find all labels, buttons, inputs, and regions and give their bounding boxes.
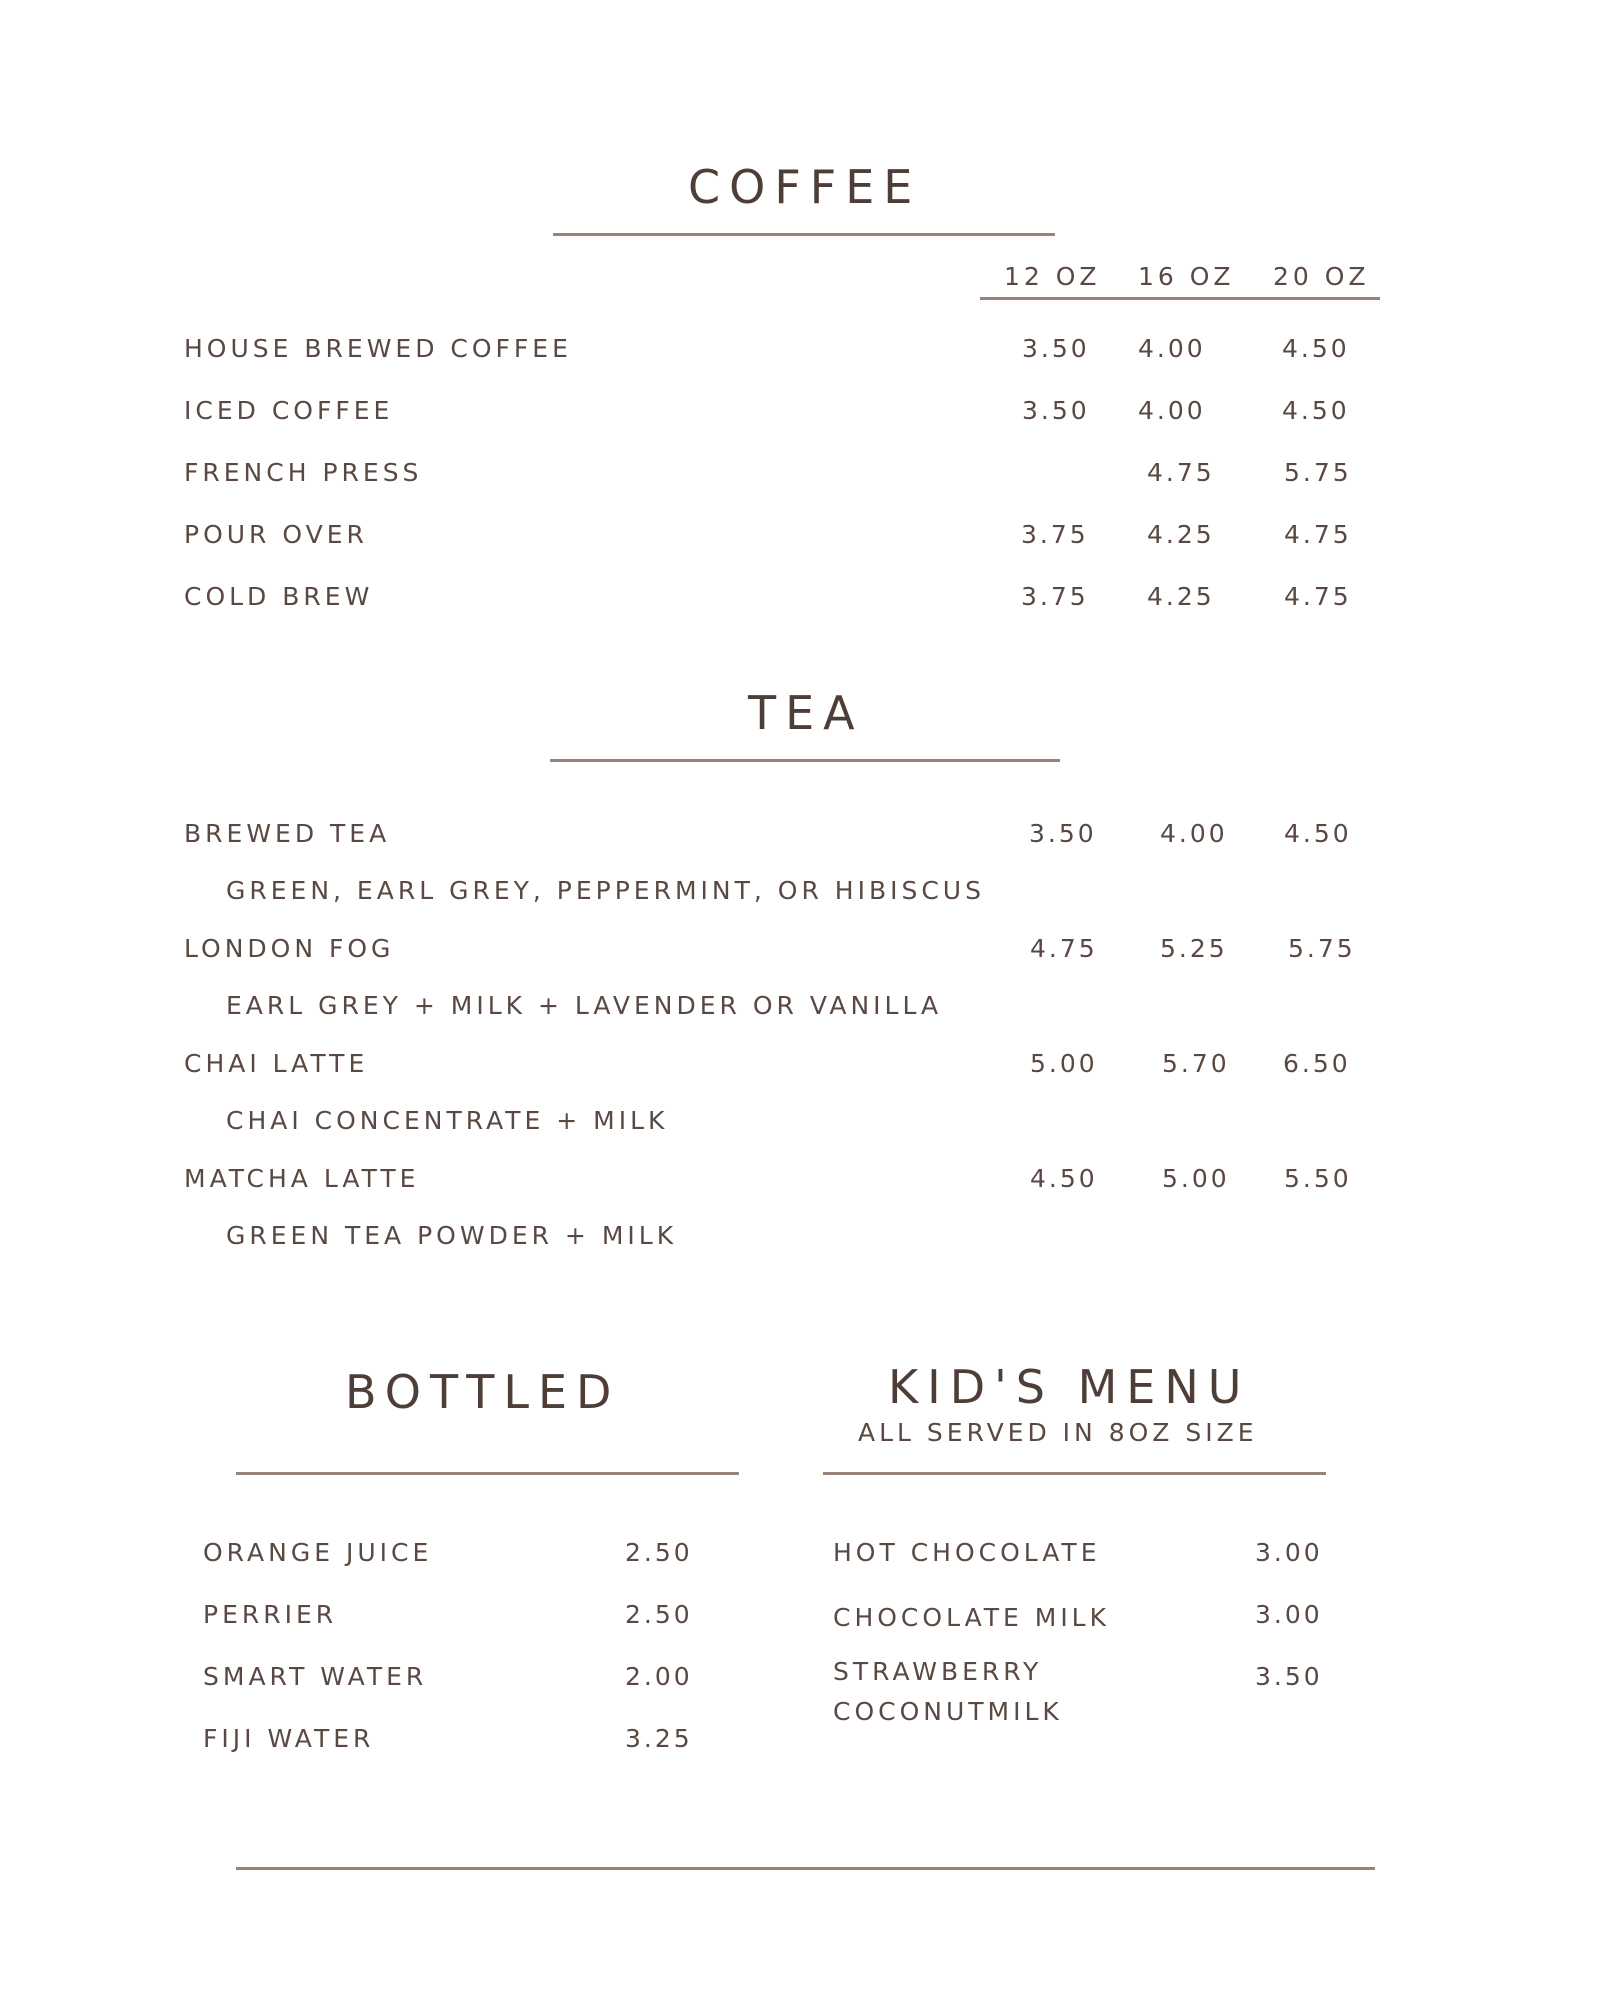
menu-item-description: EARL GREY + MILK + LAVENDER OR VANILLA — [226, 991, 943, 1020]
menu-item-description: CHAI CONCENTRATE + MILK — [226, 1106, 669, 1135]
menu-item-price: 3.75 — [1021, 520, 1089, 549]
menu-item-name: LONDON FOG — [184, 934, 395, 963]
menu-item-price: 5.75 — [1288, 934, 1356, 963]
bottled-title: BOTTLED — [345, 1365, 621, 1419]
menu-item-price: 5.25 — [1160, 934, 1228, 963]
menu-item-price: 4.75 — [1284, 582, 1352, 611]
menu-item-name: HOT CHOCOLATE — [833, 1538, 1101, 1567]
menu-item-price: 5.75 — [1284, 458, 1352, 487]
menu-item-name: FIJI WATER — [203, 1724, 375, 1753]
menu-item-price: 6.50 — [1283, 1049, 1351, 1078]
menu-item-name: SMART WATER — [203, 1662, 428, 1691]
menu-item-price: 3.00 — [1255, 1538, 1323, 1567]
menu-item-name: BREWED TEA — [184, 819, 391, 848]
menu-item-price: 4.00 — [1138, 396, 1206, 425]
menu-item-name: ICED COFFEE — [184, 396, 394, 425]
menu-item-name: POUR OVER — [184, 520, 368, 549]
size-header-16oz: 16 OZ — [1138, 262, 1235, 291]
menu-item-name: COLD BREW — [184, 582, 374, 611]
coffee-title: COFFEE — [688, 160, 922, 214]
menu-item-price: 5.00 — [1030, 1049, 1098, 1078]
tea-title-divider — [550, 759, 1060, 762]
menu-item-name: CHAI LATTE — [184, 1049, 369, 1078]
menu-item-name: HOUSE BREWED COFFEE — [184, 334, 572, 363]
coffee-title-divider — [553, 233, 1055, 236]
menu-item-price: 4.75 — [1147, 458, 1215, 487]
menu-item-price: 4.00 — [1160, 819, 1228, 848]
menu-item-price: 2.50 — [625, 1538, 693, 1567]
menu-item-name: STRAWBERRY — [833, 1657, 1043, 1686]
tea-title: TEA — [748, 686, 864, 740]
menu-item-price: 4.50 — [1284, 819, 1352, 848]
menu-item-price: 3.50 — [1029, 819, 1097, 848]
menu-item-price: 4.25 — [1147, 582, 1215, 611]
menu-item-price: 5.50 — [1284, 1164, 1352, 1193]
menu-item-price: 3.50 — [1022, 396, 1090, 425]
menu-item-price: 4.00 — [1138, 334, 1206, 363]
size-header-divider — [980, 297, 1380, 300]
menu-item-price: 2.50 — [625, 1600, 693, 1629]
size-header-20oz: 20 OZ — [1273, 262, 1370, 291]
footer-divider — [236, 1867, 1375, 1870]
menu-item-description: GREEN, EARL GREY, PEPPERMINT, OR HIBISCUS — [226, 876, 985, 905]
menu-item-name: PERRIER — [203, 1600, 338, 1629]
menu-item-price: 5.70 — [1162, 1049, 1230, 1078]
kids-menu-subtitle: ALL SERVED IN 8OZ SIZE — [858, 1418, 1258, 1447]
menu-item-name: CHOCOLATE MILK — [833, 1603, 1111, 1632]
menu-item-price: 4.75 — [1030, 934, 1098, 963]
menu-item-price: 3.00 — [1255, 1600, 1323, 1629]
menu-item-name-line2: COCONUTMILK — [833, 1697, 1063, 1726]
size-header-12oz: 12 OZ — [1004, 262, 1101, 291]
menu-item-price: 4.50 — [1282, 396, 1350, 425]
kids-menu-title-divider — [823, 1472, 1326, 1475]
menu-item-price: 3.25 — [625, 1724, 693, 1753]
menu-item-price: 4.50 — [1030, 1164, 1098, 1193]
menu-item-price: 5.00 — [1162, 1164, 1230, 1193]
menu-item-price: 4.75 — [1284, 520, 1352, 549]
menu-item-price: 3.75 — [1021, 582, 1089, 611]
menu-item-name: ORANGE JUICE — [203, 1538, 433, 1567]
menu-item-name: FRENCH PRESS — [184, 458, 423, 487]
menu-item-description: GREEN TEA POWDER + MILK — [226, 1221, 678, 1250]
menu-item-price: 2.00 — [625, 1662, 693, 1691]
menu-item-price: 4.50 — [1282, 334, 1350, 363]
kids-menu-title: KID'S MENU — [888, 1360, 1251, 1414]
bottled-title-divider — [236, 1472, 739, 1475]
menu-item-name: MATCHA LATTE — [184, 1164, 420, 1193]
menu-item-price: 3.50 — [1255, 1662, 1323, 1691]
menu-item-price: 3.50 — [1022, 334, 1090, 363]
menu-item-price: 4.25 — [1147, 520, 1215, 549]
